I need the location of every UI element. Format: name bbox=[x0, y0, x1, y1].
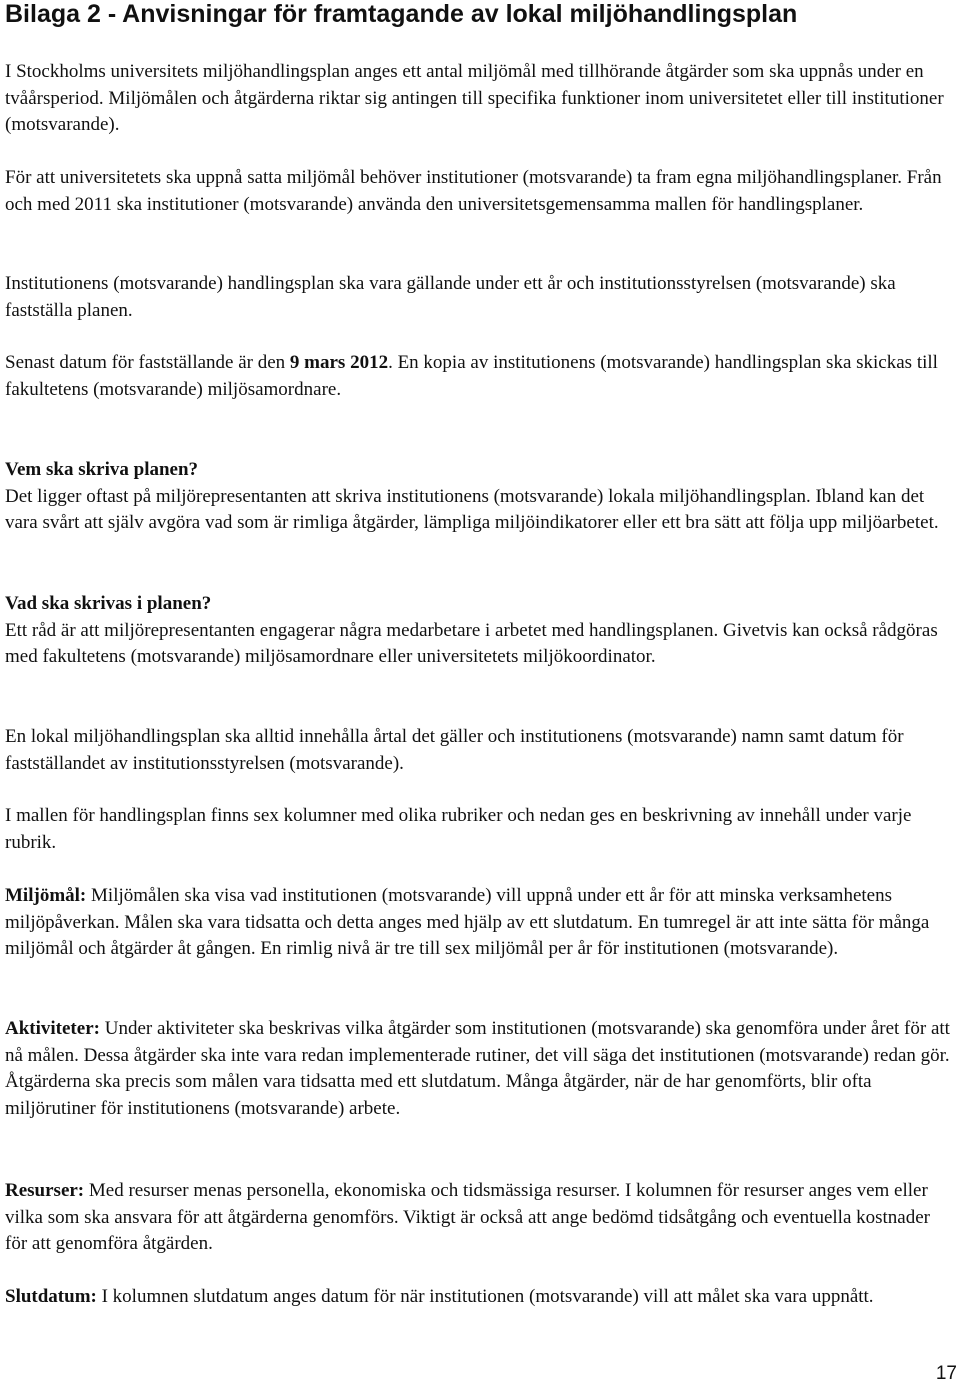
deadline-date: 9 mars 2012 bbox=[289, 352, 389, 373]
section-who-text: Det ligger oftast på miljörepresentanten att skriva institutionens (motsvarande) lokala miljöhandlingsplan. Ibland kan det vara svårt att själv avgöra vad som är rimliga åtgärder, lämpliga miljöindikatorer eller ett bra sätt att följa upp miljöarbetet. bbox=[5, 485, 939, 533]
enddate-label: Slutdatum: bbox=[5, 1286, 97, 1307]
document-title: Bilaga 2 - Anvisningar för framtagande av lokal miljöhandlingsplan bbox=[5, 0, 798, 28]
intro-paragraph-1: I Stockholms universitets miljöhandlingsplan anges ett antal miljömål med tillhörande åtgärder som ska uppnås under en tvåårsperiod. Miljömålen och åtgärderna riktar sig antingen till specifika funktioner inom universitetet eller till institutioner (motsvarande). bbox=[5, 61, 944, 135]
goals-text: Miljömålen ska visa vad institutionen (motsvarande) vill uppnå under ett år för att minska verksamhetens miljöpåverkan. Målen ska vara tidsatta och detta anges med hjälp av ett slutdatum. En tumregel är att inte sätta för många miljömål och åtgärder åt gången. En rimlig nivå är tre till sex miljömål per år för institutionen (motsvarande). bbox=[5, 885, 930, 959]
goals-label: Miljömål: bbox=[5, 885, 87, 906]
enddate-text: I kolumnen slutdatum anges datum för när institutionen (motsvarande) vill att målet ska vara uppnått. bbox=[96, 1286, 874, 1307]
section-what-to-write bbox=[5, 591, 955, 671]
plan-content-paragraph: En lokal miljöhandlingsplan ska alltid innehålla årtal det gäller och institutionens (motsvarande) namn samt datum för fastställandet av institutionsstyrelsen (motsvarande). bbox=[5, 726, 904, 774]
resources-paragraph bbox=[5, 1178, 955, 1258]
section-what-text: Ett råd är att miljörepresentanten engagerar några medarbetare i arbetet med handlingsplanen. Givetvis kan också rådgöras med fakultetens (motsvarande) miljösamordnare eller universitetets miljökoordinator. bbox=[5, 619, 938, 667]
section-what-heading: Vad ska skrivas i planen? bbox=[5, 593, 212, 614]
template-paragraph: I mallen för handlingsplan finns sex kolumner med olika rubriker och nedan ges en beskrivning av innehåll under varje rubrik. bbox=[5, 805, 912, 853]
goals-paragraph bbox=[5, 883, 955, 963]
page-number: 17 bbox=[935, 1363, 957, 1384]
section-who-writes bbox=[5, 457, 955, 537]
deadline-text-after: . En kopia av institutionens (motsvarande) handlingsplan ska skickas till fakultetens (motsvarande) miljösamordnare. bbox=[5, 352, 938, 400]
activities-paragraph bbox=[5, 1016, 955, 1122]
activities-text: Under aktiviteter ska beskrivas vilka åtgärder som institutionen (motsvarande) ska genomföra under året för att nå målen. Dessa åtgärder ska inte vara redan implementerade rutiner, det vill säga det institutionen (motsvarande) redan gör. Åtgärderna ska precis som målen vara tidsatta med ett slutdatum. Många åtgärder, när de har genomförts, blir ofta miljörutiner för institutionens (motsvarande) arbete. bbox=[5, 1018, 950, 1119]
activities-label: Aktiviteter: bbox=[5, 1018, 100, 1039]
section-who-heading: Vem ska skriva planen? bbox=[5, 459, 199, 480]
intro-paragraph-3: Institutionens (motsvarande) handlingsplan ska vara gällande under ett år och institutionsstyrelsen (motsvarande) ska fastställa planen. bbox=[5, 273, 896, 321]
resources-label: Resurser: bbox=[5, 1180, 85, 1201]
enddate-paragraph bbox=[5, 1284, 955, 1311]
resources-text: Med resurser menas personella, ekonomiska och tidsmässiga resurser. I kolumnen för resurser anges vem eller vilka som ska ansvara för att åtgärderna genomförs. Viktigt är också att ange bedömd tidsåtgång och eventuella kostnader för att genomföra åtgärden. bbox=[5, 1180, 930, 1254]
deadline-paragraph bbox=[5, 350, 955, 403]
intro-paragraph-2: För att universitetets ska uppnå satta miljömål behöver institutioner (motsvarande) ta fram egna miljöhandlingsplaner. Från och med 2011 ska institutioner (motsvarande) använda den universitetsgemensamma mallen för handlingsplaner. bbox=[5, 167, 942, 215]
deadline-text-before: Senast datum för fastställande är den bbox=[5, 352, 290, 373]
